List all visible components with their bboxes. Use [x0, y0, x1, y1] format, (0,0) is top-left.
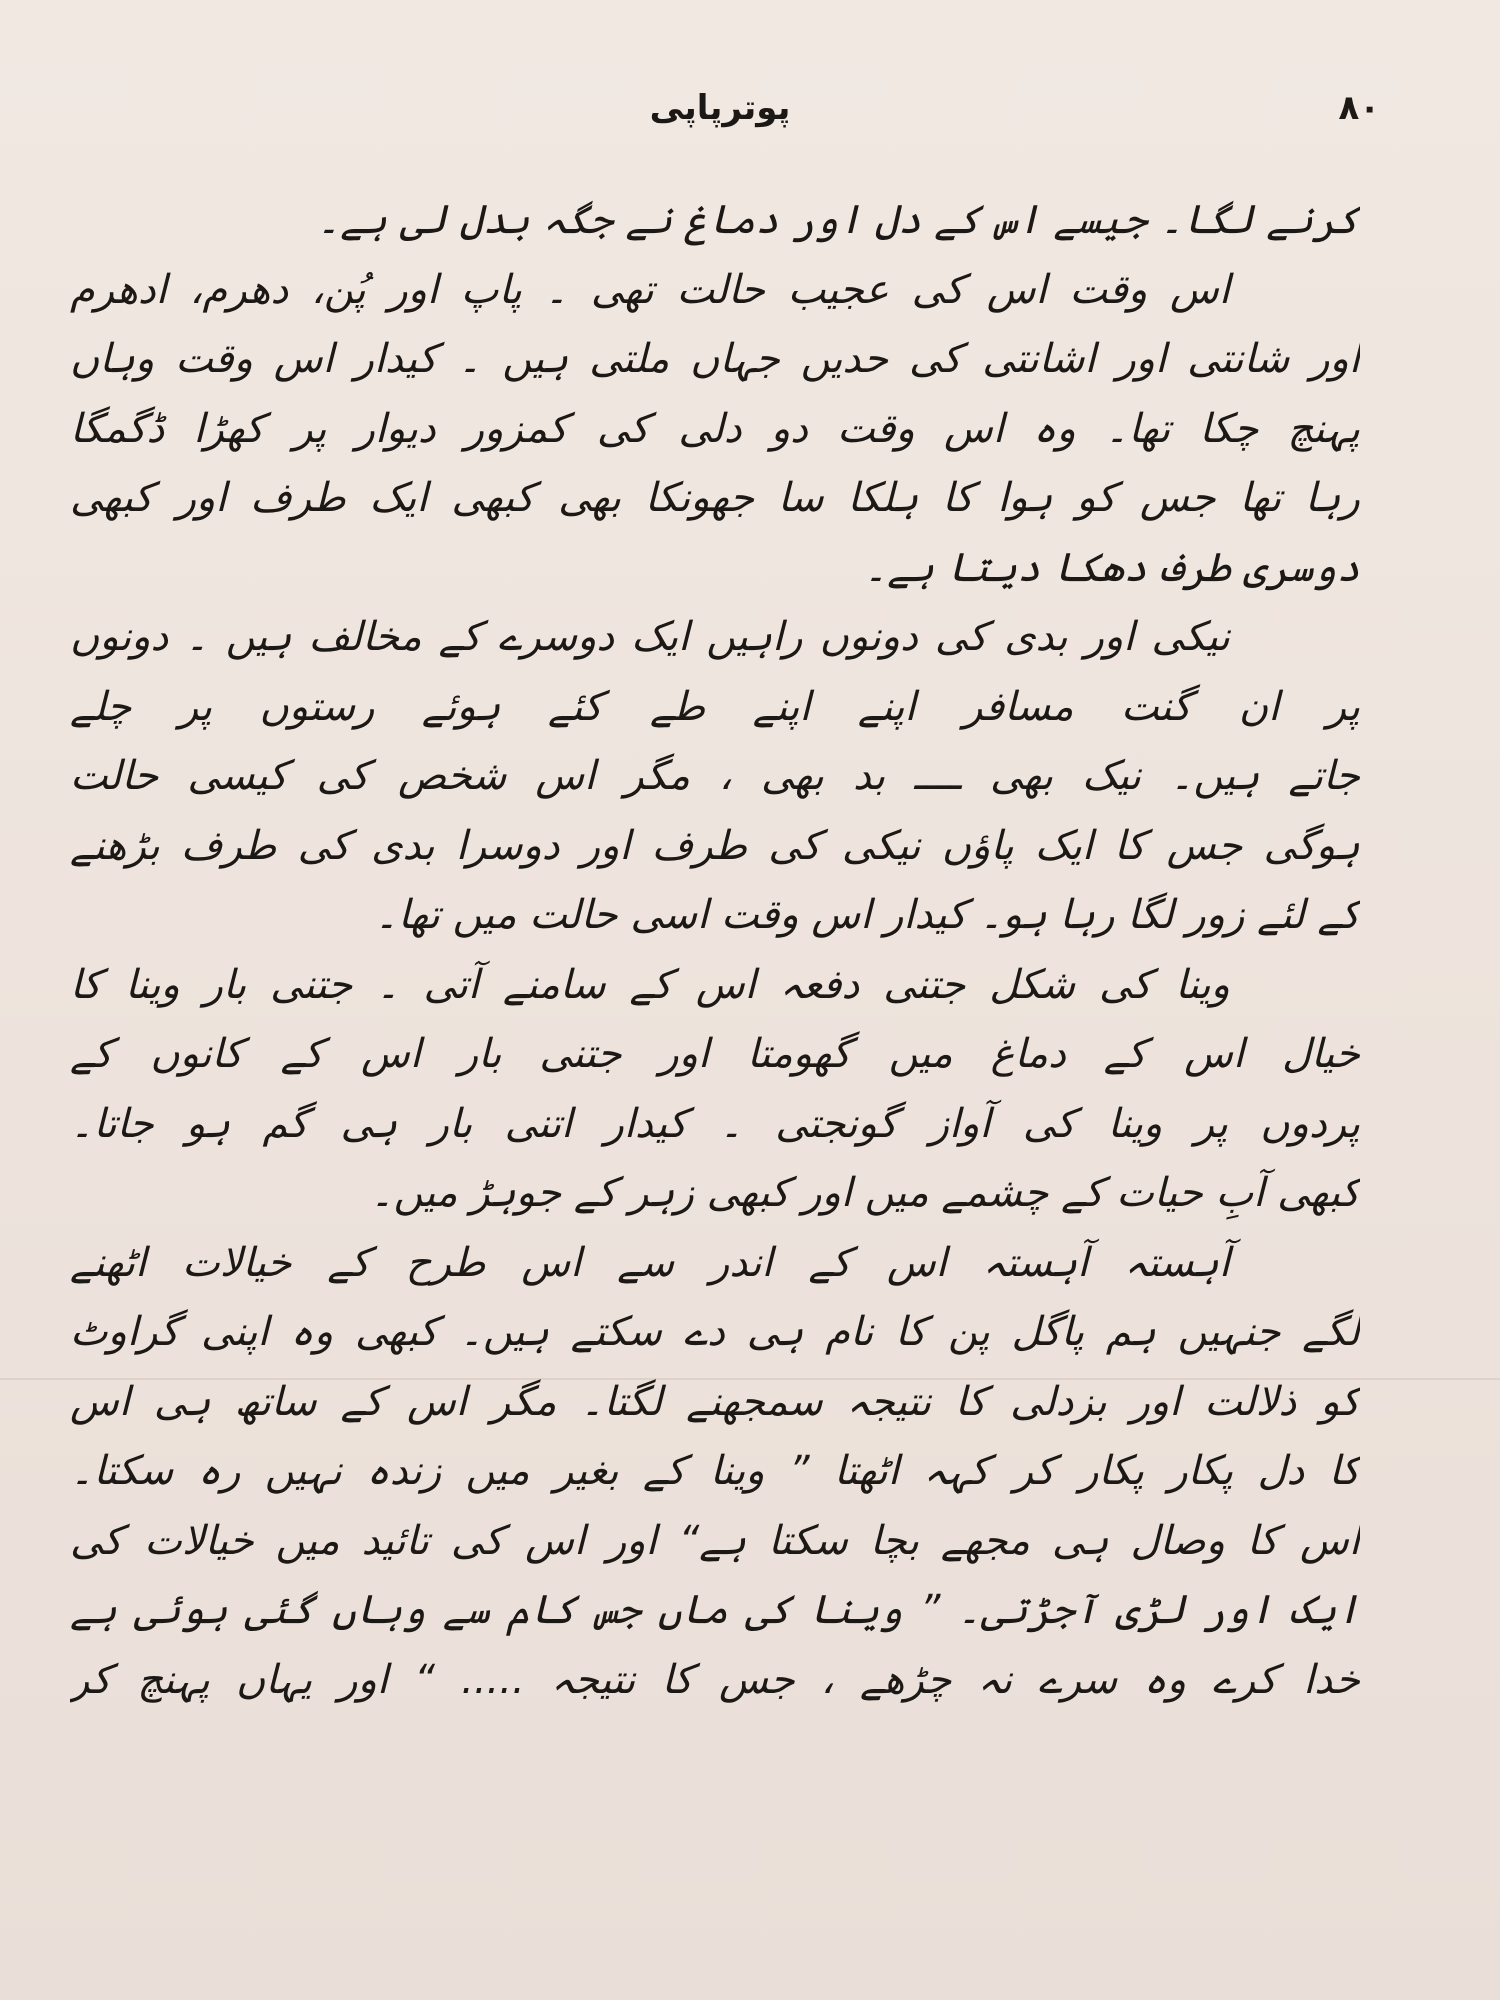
text-line: جاتے ہیں۔ نیک بھی ــــ بد بھی ، مگر اس شخص کی کیسی حالت	[70, 753, 1360, 799]
text-line: خدا کرے وہ سرے نہ چڑھے ، جس کا نتیجہ ..... “ اور یہاں پہنچ کر	[70, 1656, 1360, 1703]
text-line: پردوں پر وینا کی آواز گونجتی ۔ کیدار اتنی بار ہی گم ہو جاتا۔	[70, 1100, 1360, 1147]
text-line: خیال اس کے دماغ میں گھومتا اور جتنی بار اس کے کانوں کے	[70, 1031, 1360, 1077]
text-line: ہوگی جس کا ایک پاؤں نیکی کی طرف اور دوسرا بدی کی طرف بڑھنے	[70, 822, 1360, 869]
text-line: اور شانتی اور اشانتی کی حدیں جہاں ملتی ہیں ۔ کیدار اس وقت وہاں	[70, 336, 1360, 382]
body-text	[70, 186, 1360, 1966]
text-line: اس کا وصال ہی مجھے بچا سکتا ہے“ اور اس کی تائید میں خیالات کی	[70, 1517, 1360, 1564]
text-line: آہستہ آہستہ اس کے اندر سے اس طرح کے خیالات اٹھنے	[70, 1239, 1230, 1286]
text-line: پہنچ چکا تھا۔ وہ اس وقت دو دلی کی کمزور دیوار پر کھڑا ڈگمگا	[70, 405, 1360, 452]
text-line: رہا تھا جس کو ہوا کا ہلکا سا جھونکا بھی کبھی ایک طرف اور کبھی	[70, 475, 1360, 521]
text-line: ایک اور لڑی آجڑتی۔ ” وینا کی ماں جس کام سے وہاں گئی ہوئی ہے	[70, 1587, 1360, 1633]
page-number: ۸۰	[1338, 88, 1380, 128]
text-line: کے لئے زور لگا رہا ہو۔ کیدار اس وقت اسی حالت میں تھا۔	[374, 892, 1360, 938]
text-line: کرنے لگا۔ جیسے اس کے دل اور دماغ نے جگہ بدل لی ہے۔	[316, 197, 1360, 243]
running-title: پوترپاپی	[649, 88, 791, 128]
text-line: پر ان گنت مسافر اپنے اپنے طے کئے ہوئے رستوں پر چلے	[70, 683, 1360, 730]
text-line: کا دل پکار پکار کر کہہ اٹھتا ” وینا کے بغیر میں زندہ نہیں رہ سکتا۔	[70, 1448, 1360, 1494]
text-line: دوسری طرف دھکا دیتا ہے۔	[863, 544, 1360, 591]
text-line: وینا کی شکل جتنی دفعہ اس کے سامنے آتی ۔ جتنی بار وینا کا	[70, 961, 1230, 1008]
text-line: نیکی اور بدی کی دونوں راہیں ایک دوسرے کے مخالف ہیں ۔ دونوں	[70, 614, 1230, 660]
text-line: اس وقت اس کی عجیب حالت تھی ۔ پاپ اور پُن، دھرم، ادھرم	[70, 266, 1230, 313]
page-header	[60, 88, 1380, 148]
text-line: کو ذلالت اور بزدلی کا نتیجہ سمجھنے لگتا۔ مگر اس کے ساتھ ہی اس	[70, 1378, 1360, 1425]
text-line: کبھی آبِ حیات کے چشمے میں اور کبھی زہر کے جوہڑ میں۔	[370, 1170, 1360, 1216]
text-line: لگے جنہیں ہم پاگل پن کا نام ہی دے سکتے ہیں۔ کبھی وہ اپنی گراوٹ	[70, 1309, 1360, 1355]
